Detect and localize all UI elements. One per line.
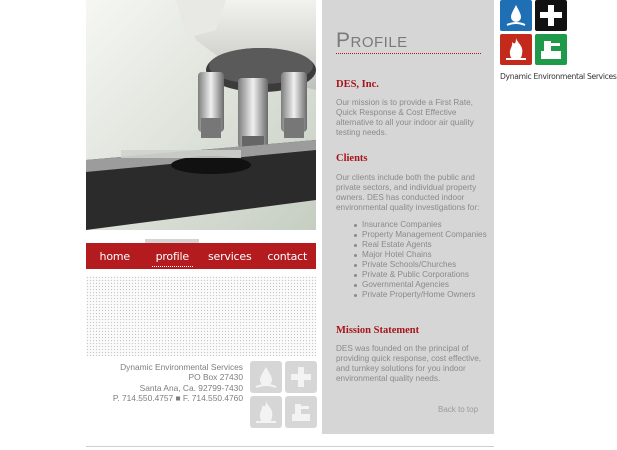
nav-contact[interactable]: contact (267, 249, 308, 263)
phone-fax: P. 714.550.4757 ■ F. 714.550.4760 (112, 393, 243, 404)
logo-text: Dynamic Environmental Services (500, 72, 617, 81)
list-item: Private & Public Corporations (352, 270, 487, 280)
main-nav (86, 243, 316, 269)
list-item: Real Estate Agents (352, 240, 487, 250)
fire-icon (500, 34, 532, 65)
city-address: Santa Ana, Ca. 92799-7430 (139, 382, 243, 393)
section-heading-des: DES, Inc. (336, 79, 379, 90)
company-name: Dynamic Environmental Services (120, 362, 243, 372)
clients-list (352, 220, 487, 300)
tools-icon (535, 34, 567, 65)
nav-profile[interactable]: profile (144, 250, 202, 263)
plus-icon (285, 361, 317, 393)
list-item: Private Schools/Churches (352, 260, 487, 270)
small-logo-icons (250, 361, 317, 428)
active-tab-indicator (145, 239, 199, 243)
section-heading-clients: Clients (336, 153, 368, 164)
dotted-pattern (86, 276, 316, 356)
back-to-top-link[interactable]: Back to top (438, 405, 479, 414)
po-box: PO Box 27430 (188, 372, 243, 383)
footer-divider (86, 446, 494, 447)
tools-icon (285, 396, 317, 428)
fire-icon (250, 396, 282, 428)
title-divider (336, 53, 481, 54)
list-item: Property Management Companies (352, 230, 487, 240)
list-item: Private Property/Home Owners (352, 290, 487, 300)
plus-icon (535, 0, 567, 31)
list-item: Governmental Agencies (352, 280, 487, 290)
water-drop-icon (250, 361, 282, 393)
nav-services[interactable]: services (207, 249, 252, 263)
section-text-mission: DES was founded on the principal of providing quick response, cost effective, and turnkey solutions for you indoor environmental quality needs. (336, 344, 482, 383)
water-drop-icon (500, 0, 532, 31)
list-item: Insurance Companies (352, 220, 487, 230)
microscope-photo (86, 0, 316, 230)
nav-home[interactable]: home (99, 249, 130, 263)
section-heading-mission: Mission Statement (336, 325, 420, 336)
page-title: Profile (336, 29, 408, 52)
section-text-clients: Our clients include both the public and private sectors, and individual property owners. DES has conducted indoor environmental quality investigations for: (336, 173, 480, 212)
company-logo[interactable] (500, 0, 568, 66)
list-item: Major Hotel Chains (352, 250, 487, 260)
section-text-des: Our mission is to provide a First Rate, Quick Response & Cost Effective alternative to all your indoor air quality testing needs. (336, 98, 474, 137)
contact-info (100, 362, 243, 404)
